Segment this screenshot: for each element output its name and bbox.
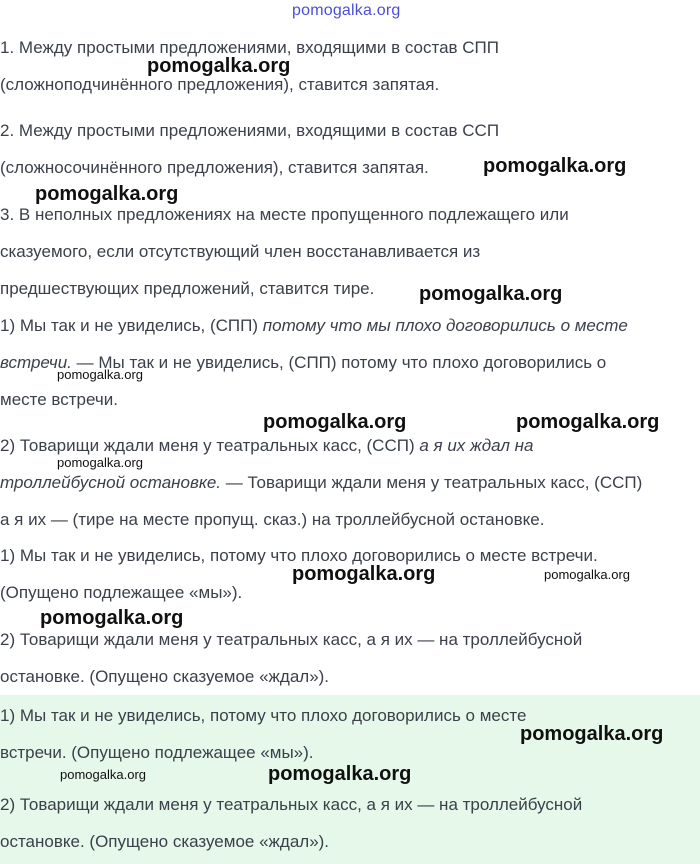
rule-2-line-1: 2. Между простыми предложениями, входящими в состав ССП — [0, 121, 500, 140]
example-2-explanation: — Товарищи ждали меня у театральных касс, (ССП) — [221, 473, 643, 492]
watermark: pomogalka.org — [35, 183, 179, 205]
watermark: pomogalka.org — [147, 55, 291, 77]
answer-1-line-1: 1) Мы так и не увиделись, потому что плохо договорились о месте — [0, 706, 527, 725]
watermark: pomogalka.org — [57, 455, 143, 470]
site-header-link[interactable]: pomogalka.org — [292, 2, 401, 19]
watermark: pomogalka.org — [419, 283, 563, 305]
answer-1-line-2: встречи. (Опущено подлежащее «мы»). — [0, 743, 314, 762]
example-2-line-3: а я их — (тире на месте пропущ. сказ.) на троллейбусной остановке. — [0, 510, 545, 529]
watermark: pomogalka.org — [268, 763, 412, 785]
rule-1-line-2: (сложноподчинённого предложения), ставится запятая. — [0, 75, 440, 94]
answer-2-line-2: остановке. (Опущено сказуемое «ждал»). — [0, 832, 330, 851]
watermark: pomogalka.org — [292, 563, 436, 585]
example-1-prefix: 1) Мы так и не увиделись, (СПП) — [0, 316, 263, 335]
watermark: pomogalka.org — [520, 723, 664, 745]
watermark: pomogalka.org — [263, 411, 407, 433]
rule-1-line-1: 1. Между простыми предложениями, входящими в состав СПП — [0, 38, 499, 57]
result-2-line-1: 2) Товарищи ждали меня у театральных касс, а я их — на троллейбусной — [0, 630, 583, 649]
watermark: pomogalka.org — [483, 155, 627, 177]
answer-2-line-1: 2) Товарищи ждали меня у театральных касс, а я их — на троллейбусной — [0, 795, 583, 814]
rule-2-line-2: (сложносочинённого предложения), ставится запятая. — [0, 158, 429, 177]
watermark: pomogalka.org — [57, 367, 143, 382]
example-1-italic-end: встречи. — [0, 353, 72, 372]
watermark: pomogalka.org — [40, 607, 184, 629]
rule-3-line-2: сказуемого, если отсутствующий член восстанавливается из — [0, 242, 481, 261]
rule-3-line-3: предшествующих предложений, ставится тире. — [0, 279, 375, 298]
rule-3-line-1: 3. В неполных предложениях на месте пропущенного подлежащего или — [0, 205, 569, 224]
example-2-prefix: 2) Товарищи ждали меня у театральных касс, (ССП) — [0, 436, 420, 455]
example-2-italic-part: а я их ждал на — [419, 436, 534, 455]
watermark: pomogalka.org — [60, 767, 146, 782]
example-2-italic-end: троллейбусной остановке. — [0, 473, 222, 492]
watermark: pomogalka.org — [516, 411, 660, 433]
example-2-line-1 — [0, 436, 533, 456]
result-1-line-1: 1) Мы так и не увиделись, потому что плохо договорились о месте встречи. — [0, 546, 598, 565]
example-1-line-3: месте встречи. — [0, 390, 118, 409]
example-1-italic-part: потому что мы плохо договорились о месте — [262, 316, 628, 335]
example-2-line-2 — [0, 473, 642, 493]
watermark: pomogalka.org — [544, 567, 630, 582]
example-1-explanation: — Мы так и не увиделись, (СПП) потому что плохо договорились о — [71, 353, 607, 372]
example-1-line-1 — [0, 316, 628, 336]
result-2-line-2: остановке. (Опущено сказуемое «ждал»). — [0, 667, 330, 686]
result-1-line-2: (Опущено подлежащее «мы»). — [0, 583, 243, 602]
